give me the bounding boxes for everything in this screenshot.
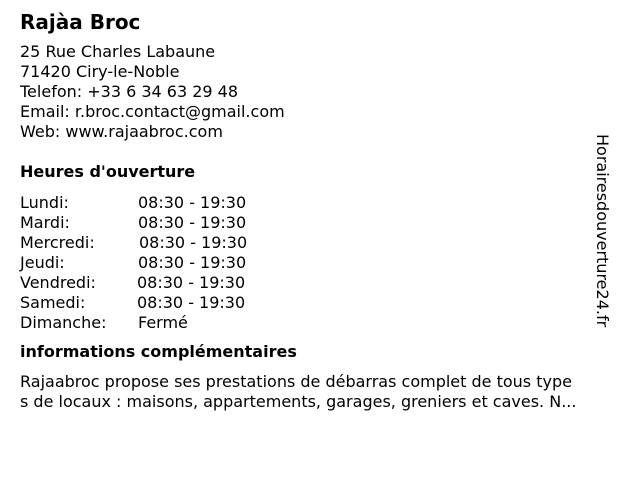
- time-value: 08:30 - 19:30: [137, 273, 246, 292]
- time-value: 08:30 - 19:30: [138, 213, 247, 232]
- phone-line: Telefon: +33 6 34 63 29 48: [20, 82, 239, 101]
- hours-row-wednesday: [20, 233, 620, 253]
- hours-row-saturday: [20, 293, 620, 313]
- business-name: Rajàa Broc: [20, 10, 141, 34]
- info-text-line-1: Rajaabroc propose ses prestations de débarras complet de tous type: [20, 372, 572, 391]
- info-description: [20, 372, 632, 412]
- email-line: Email: r.broc.contact@gmail.com: [20, 102, 285, 121]
- info-text-line-2: s de locaux : maisons, appartements, garages, greniers et caves. N...: [20, 392, 577, 411]
- time-value: 08:30 - 19:30: [137, 293, 246, 312]
- hours-row-tuesday: [20, 213, 620, 233]
- hours-heading: Heures d'ouverture: [20, 162, 196, 181]
- time-value: 08:30 - 19:30: [138, 193, 247, 212]
- contact-block: [20, 42, 620, 142]
- site-watermark: Horairesdouverture24.fr: [593, 134, 612, 328]
- day-label: Mercredi:: [20, 233, 95, 252]
- business-card: [20, 8, 620, 412]
- day-label: Dimanche:: [20, 313, 107, 332]
- day-label: Jeudi:: [20, 253, 65, 272]
- web-line: Web: www.rajaabroc.com: [20, 122, 223, 141]
- address-line-1: 25 Rue Charles Labaune: [20, 42, 216, 61]
- day-label: Vendredi:: [20, 273, 96, 292]
- hours-row-monday: [20, 193, 620, 213]
- day-label: Mardi:: [20, 213, 70, 232]
- time-value: 08:30 - 19:30: [139, 233, 248, 252]
- time-value: 08:30 - 19:30: [138, 253, 247, 272]
- hours-row-friday: [20, 273, 620, 293]
- hours-table: [20, 193, 620, 333]
- day-label: Samedi:: [20, 293, 86, 312]
- time-value: Fermé: [138, 313, 188, 332]
- address-line-2: 71420 Ciry-le-Noble: [20, 62, 180, 81]
- info-heading: informations complémentaires: [20, 342, 297, 361]
- day-label: Lundi:: [20, 193, 69, 212]
- hours-row-sunday: [20, 313, 620, 333]
- hours-row-thursday: [20, 253, 620, 273]
